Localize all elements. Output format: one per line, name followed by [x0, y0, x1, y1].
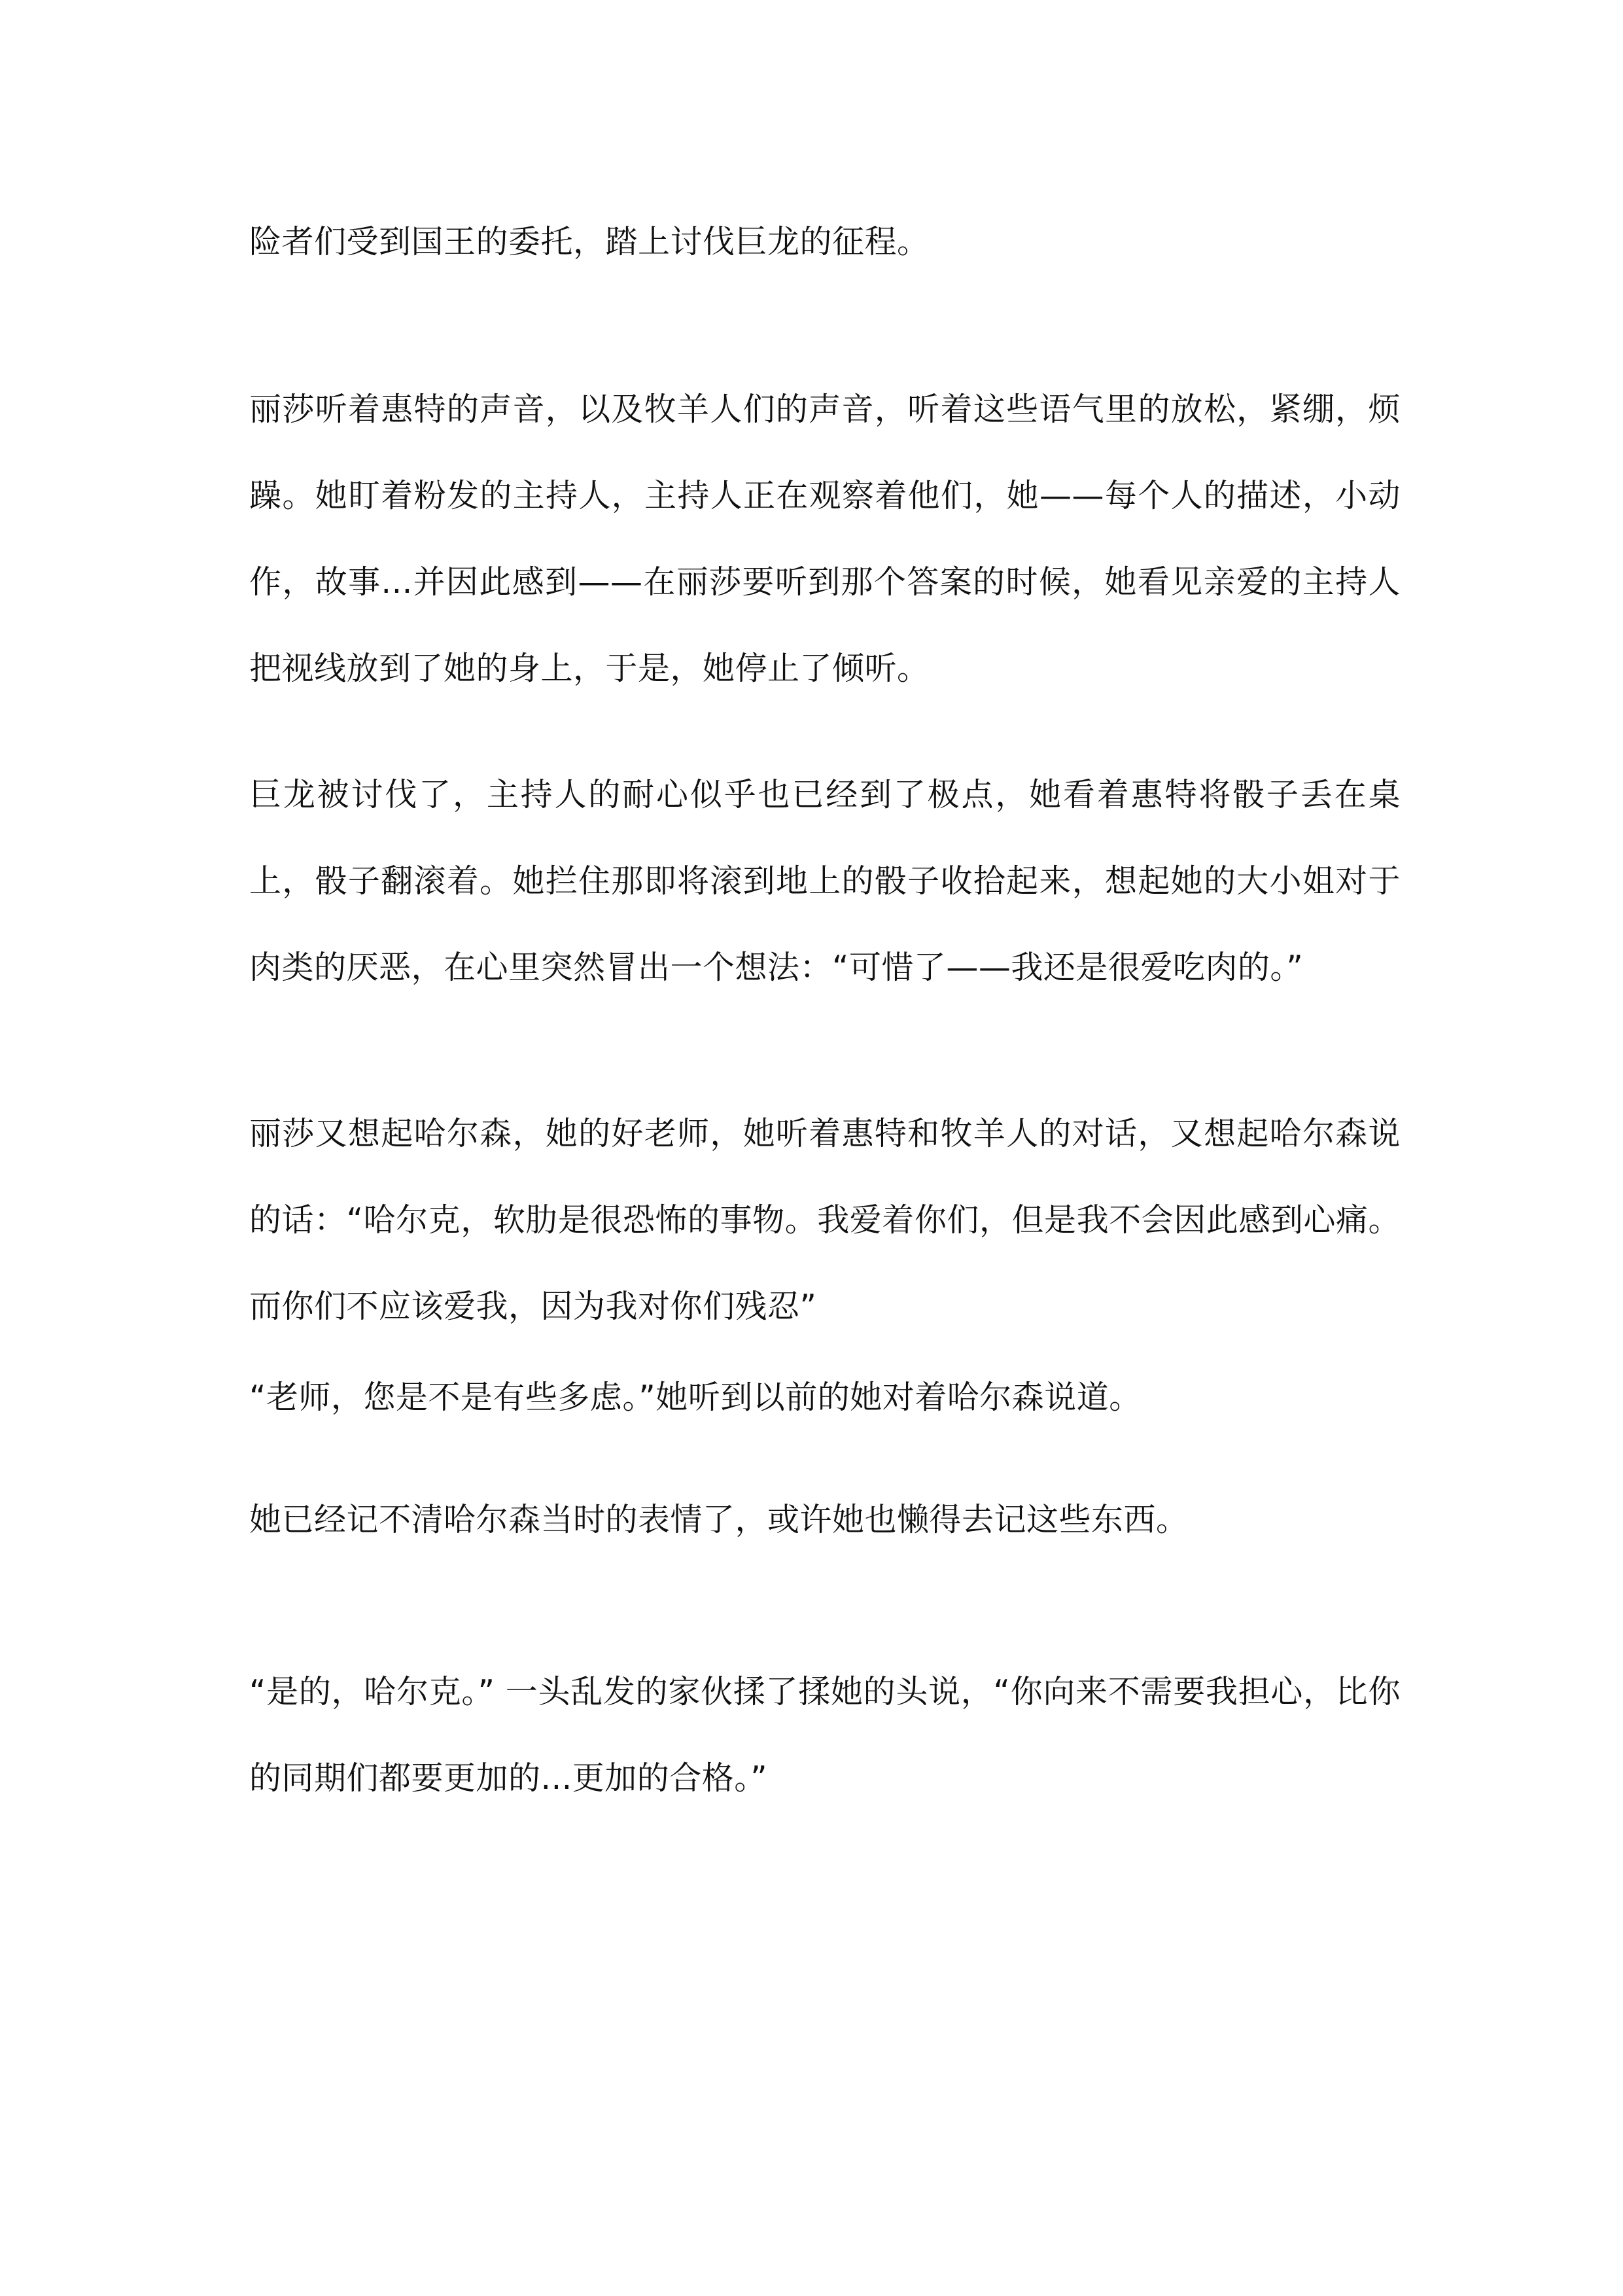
- paragraph-2: 丽莎听着惠特的声音，以及牧羊人们的声音，听着这些语气里的放松，紧绷，烦躁。她盯着粉发的主持人，主持人正在观察着他们，她——每个人的描述，小动作，故事...并因此感到——在丽莎要听到那个答案的时候，她看见亲爱的主持人把视线放到了她的身上，于是，她停止了倾听。: [249, 391, 1401, 687]
- paragraph-4: 丽莎又想起哈尔森，她的好老师，她听着惠特和牧羊人的对话，又想起哈尔森说的话：“哈尔克，软肋是很恐怖的事物。我爱着你们，但是我不会因此感到心痛。而你们不应该爱我，因为我对你们残忍”: [249, 1115, 1401, 1325]
- paragraph-7: “是的，哈尔克。” 一头乱发的家伙揉了揉她的头说，“你向来不需要我担心，比你的同期们都要更加的...更加的合格。”: [249, 1673, 1401, 1797]
- paragraph-6: 她已经记不清哈尔森当时的表情了，或许她也懒得去记这些东西。: [249, 1501, 1189, 1538]
- paragraph-5: “老师，您是不是有些多虑。”她听到以前的她对着哈尔森说道。: [249, 1379, 1142, 1416]
- paragraph-3: 巨龙被讨伐了，主持人的耐心似乎也已经到了极点，她看着惠特将骰子丢在桌上，骰子翻滚着。她拦住那即将滚到地上的骰子收拾起来，想起她的大小姐对于肉类的厌恶，在心里突然冒出一个想法：“可惜了——我还是很爱吃肉的。”: [249, 776, 1401, 986]
- paragraph-1: 险者们受到国王的委托，踏上讨伐巨龙的征程。: [249, 223, 930, 260]
